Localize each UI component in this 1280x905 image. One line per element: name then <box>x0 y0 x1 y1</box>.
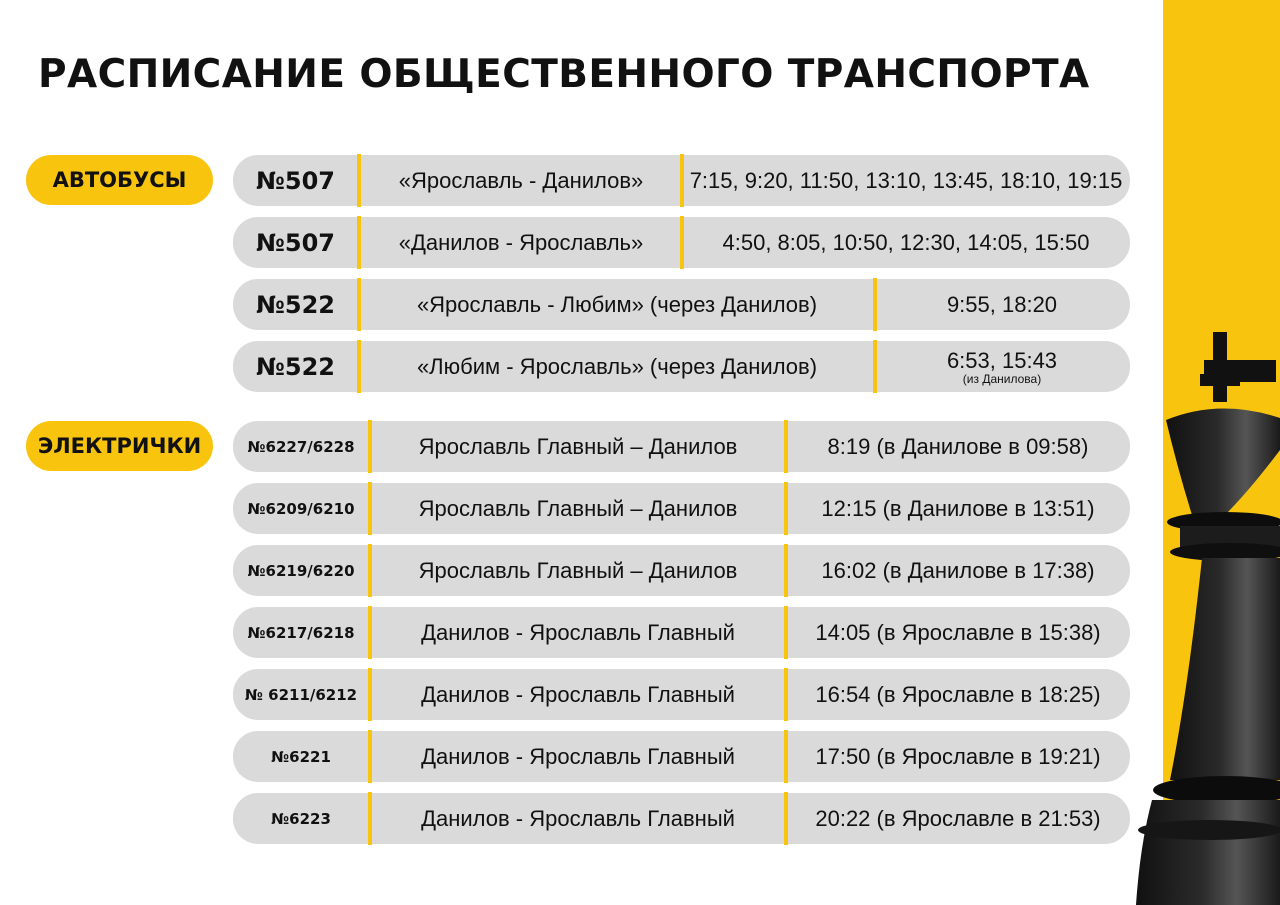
train-row <box>233 669 1130 720</box>
bus-row <box>233 217 1130 268</box>
bus-times: 7:15, 9:20, 11:50, 13:10, 13:45, 18:10, 19:15 <box>689 167 1123 193</box>
train-number: №6221 <box>271 747 331 766</box>
bus-route: «Данилов - Ярославль» <box>398 229 644 255</box>
train-row <box>233 607 1130 658</box>
train-row <box>233 421 1130 472</box>
train-row <box>233 731 1130 782</box>
train-times: 14:05 (в Ярославле в 15:38) <box>815 619 1101 645</box>
bus-number: №507 <box>256 166 335 195</box>
bus-number: №507 <box>256 228 335 257</box>
page-title: РАСПИСАНИЕ ОБЩЕСТВЕННОГО ТРАНСПОРТА <box>38 52 1090 97</box>
train-route: Данилов - Ярославль Главный <box>421 681 735 707</box>
train-times: 20:22 (в Ярославле в 21:53) <box>815 805 1101 831</box>
chess-king-icon <box>1130 330 1280 905</box>
bus-row <box>233 341 1130 392</box>
bus-times: 9:55, 18:20 <box>946 291 1058 317</box>
train-times: 12:15 (в Данилове в 13:51) <box>821 495 1095 521</box>
bus-times-cell <box>877 341 1127 392</box>
train-times: 16:02 (в Данилове в 17:38) <box>821 557 1095 583</box>
train-number: № 6211/6212 <box>244 685 358 704</box>
train-row <box>233 793 1130 844</box>
bus-number: №522 <box>256 290 335 319</box>
bus-row <box>233 279 1130 330</box>
buses-section-label: АВТОБУСЫ <box>26 155 213 205</box>
train-number: №6217/6218 <box>247 623 355 642</box>
train-number: №6219/6220 <box>247 561 355 580</box>
train-row <box>233 545 1130 596</box>
train-number: №6227/6228 <box>247 437 355 456</box>
train-route: Ярославль Главный – Данилов <box>418 557 738 583</box>
bus-route: «Любим - Ярославль» (через Данилов) <box>416 353 818 379</box>
bus-number: №522 <box>256 352 335 381</box>
train-route: Ярославль Главный – Данилов <box>418 495 738 521</box>
train-number: №6223 <box>271 809 331 828</box>
train-route: Данилов - Ярославль Главный <box>421 805 735 831</box>
train-route: Данилов - Ярославль Главный <box>421 743 735 769</box>
train-times: 16:54 (в Ярославле в 18:25) <box>815 681 1101 707</box>
bus-route: «Ярославль - Любим» (через Данилов) <box>416 291 818 317</box>
bus-times: 4:50, 8:05, 10:50, 12:30, 14:05, 15:50 <box>722 229 1090 255</box>
bus-route: «Ярославль - Данилов» <box>398 167 644 193</box>
bus-times-note: (из Данилова) <box>962 371 1042 386</box>
train-times: 8:19 (в Данилове в 09:58) <box>827 433 1089 459</box>
train-number: №6209/6210 <box>247 499 355 518</box>
train-route: Данилов - Ярославль Главный <box>421 619 735 645</box>
train-route: Ярославль Главный – Данилов <box>418 433 738 459</box>
train-times: 17:50 (в Ярославле в 19:21) <box>815 743 1101 769</box>
train-row <box>233 483 1130 534</box>
trains-section-label: ЭЛЕКТРИЧКИ <box>26 421 213 471</box>
bus-row <box>233 155 1130 206</box>
bus-times: 6:53, 15:43 <box>946 347 1058 373</box>
